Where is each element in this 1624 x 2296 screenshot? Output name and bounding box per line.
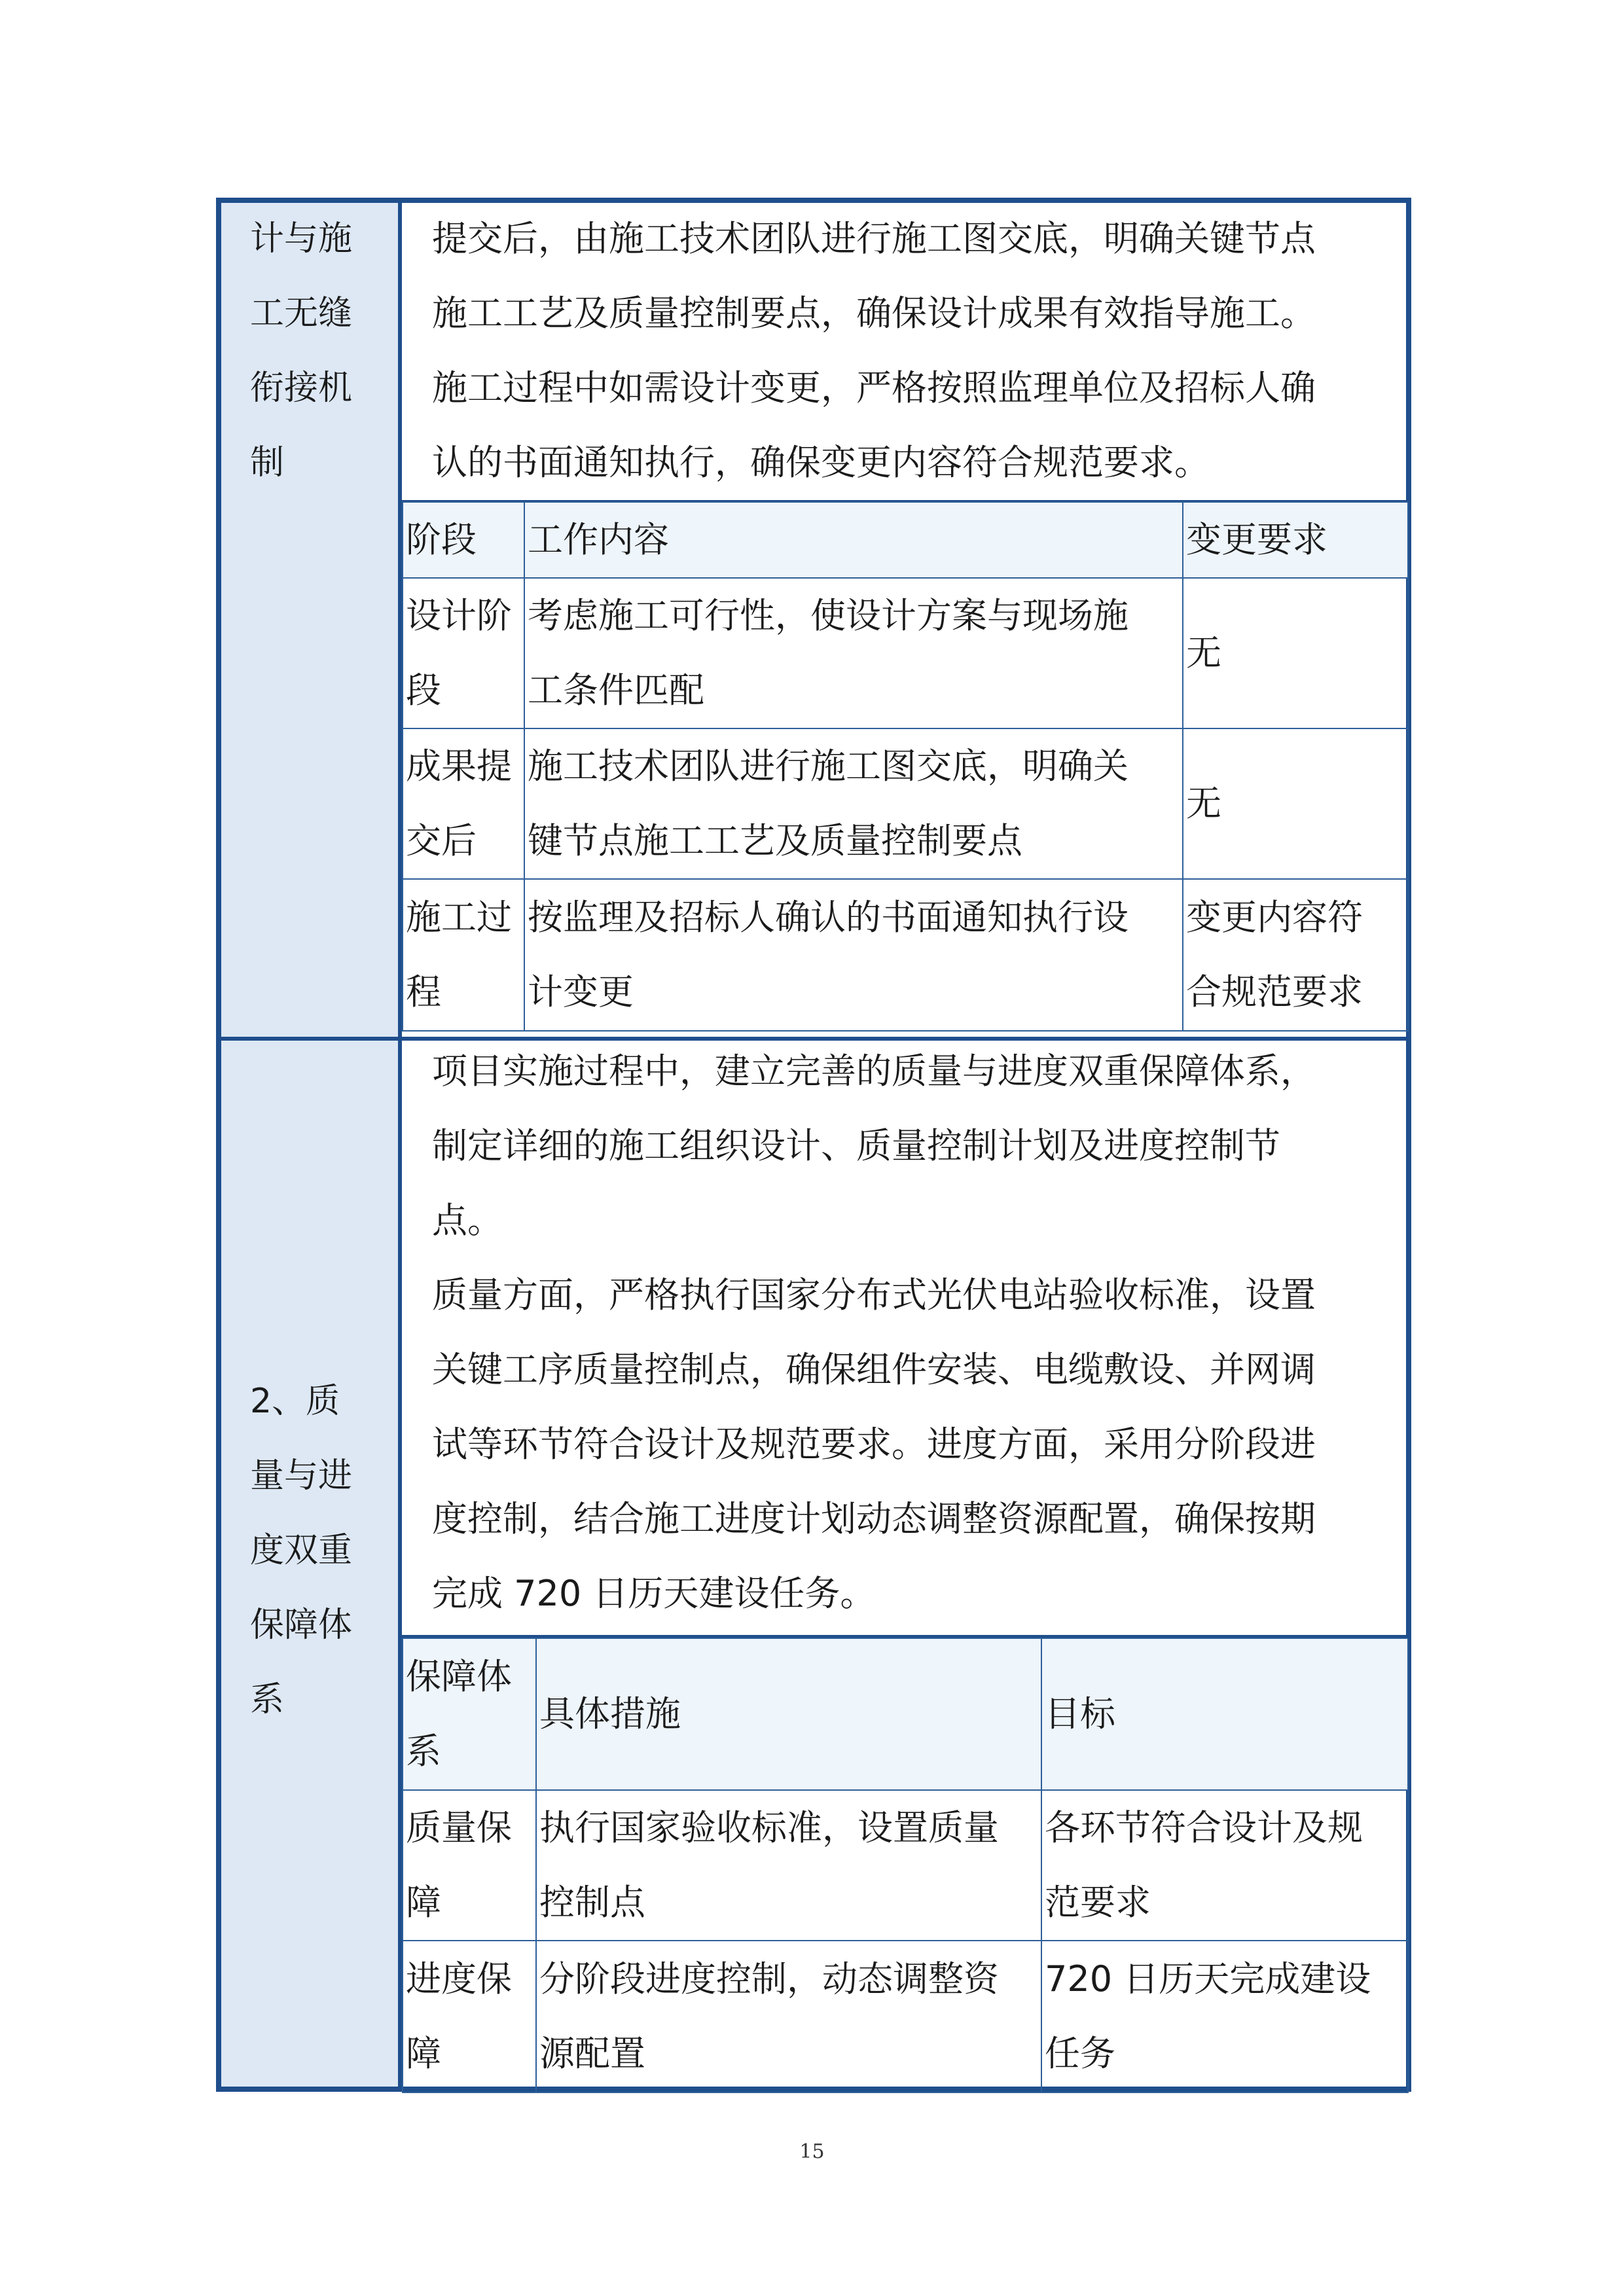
content-table bbox=[216, 198, 1411, 2092]
header-cell: 变更要求 bbox=[1183, 502, 1408, 578]
section2-paragraph bbox=[432, 1034, 1380, 1631]
table-row bbox=[403, 728, 1408, 879]
section1-paragraph-text: 提交后，由施工技术团队进行施工图交底，明确关键节点 施工工艺及质量控制要点，确保设计成果有效指导施工。 施工过程中如需设计变更，严格按照监理单位及招标人确 认的书面通知执行，确保变更内容符合规范要求。 bbox=[432, 218, 1316, 483]
table-cell: 分阶段进度控制，动态调整资 源配置 bbox=[536, 1941, 1041, 2092]
table-cell: 成果提 交后 bbox=[403, 728, 524, 879]
table-cell: 无 bbox=[1183, 728, 1408, 879]
table-row bbox=[403, 578, 1408, 728]
table-cell: 施工过 程 bbox=[403, 879, 524, 1031]
table-cell: 进度保 障 bbox=[403, 1941, 536, 2092]
table-cell: 720 日历天完成建设 任务 bbox=[1041, 1941, 1408, 2092]
table-row bbox=[403, 1941, 1408, 2092]
section1-label: 计与施 工无缝 衔接机 制 bbox=[250, 219, 353, 482]
table-header-row bbox=[403, 1638, 1408, 1790]
table-cell: 执行国家验收标准，设置质量 控制点 bbox=[536, 1790, 1041, 1941]
section2-paragraph-2: 质量方面，严格执行国家分布式光伏电站验收标准，设置 关键工序质量控制点，确保组件安装、电缆敷设、并网调 试等环节符合设计及规范要求。进度方面，采用分阶段进 度控制，结合施工进度计划动态调整资源配置，确保按期 完成 720 日历天建设任务。 bbox=[432, 1274, 1316, 1614]
table-cell: 无 bbox=[1183, 578, 1408, 728]
section1-stage-table bbox=[402, 501, 1409, 1031]
table-row bbox=[403, 879, 1408, 1031]
table-cell: 变更内容符 合规范要求 bbox=[1183, 879, 1408, 1031]
header-cell: 工作内容 bbox=[524, 502, 1183, 578]
table-cell: 按监理及招标人确认的书面通知执行设 计变更 bbox=[524, 879, 1183, 1031]
table-cell: 施工技术团队进行施工图交底，明确关 键节点施工工艺及质量控制要点 bbox=[524, 728, 1183, 879]
section1-label-cell bbox=[221, 203, 398, 1037]
header-cell: 目标 bbox=[1041, 1638, 1408, 1790]
table-cell: 各环节符合设计及规 范要求 bbox=[1041, 1790, 1408, 1941]
section2-content bbox=[402, 1041, 1406, 2087]
header-cell: 保障体 系 bbox=[403, 1638, 536, 1790]
header-cell: 具体措施 bbox=[536, 1638, 1041, 1790]
section1-content bbox=[402, 203, 1406, 1037]
section1-paragraph bbox=[432, 202, 1380, 500]
table-cell: 质量保 障 bbox=[403, 1790, 536, 1941]
header-cell: 阶段 bbox=[403, 502, 524, 578]
section2-label: 2、质 量与进 度双重 保障体 系 bbox=[250, 1382, 353, 1719]
table-header-row bbox=[403, 502, 1408, 578]
page-number: 15 bbox=[799, 2140, 825, 2163]
section2-label-cell bbox=[221, 1041, 398, 2087]
table-cell: 设计阶 段 bbox=[403, 578, 524, 728]
table-row bbox=[403, 1790, 1408, 1941]
section2-guarantee-table bbox=[402, 1638, 1409, 2093]
table-cell: 考虑施工可行性，使设计方案与现场施 工条件匹配 bbox=[524, 578, 1183, 728]
section2-paragraph-1: 项目实施过程中，建立完善的质量与进度双重保障体系， 制定详细的施工组织设计、质量控制计划及进度控制节 点。 bbox=[432, 1050, 1316, 1241]
